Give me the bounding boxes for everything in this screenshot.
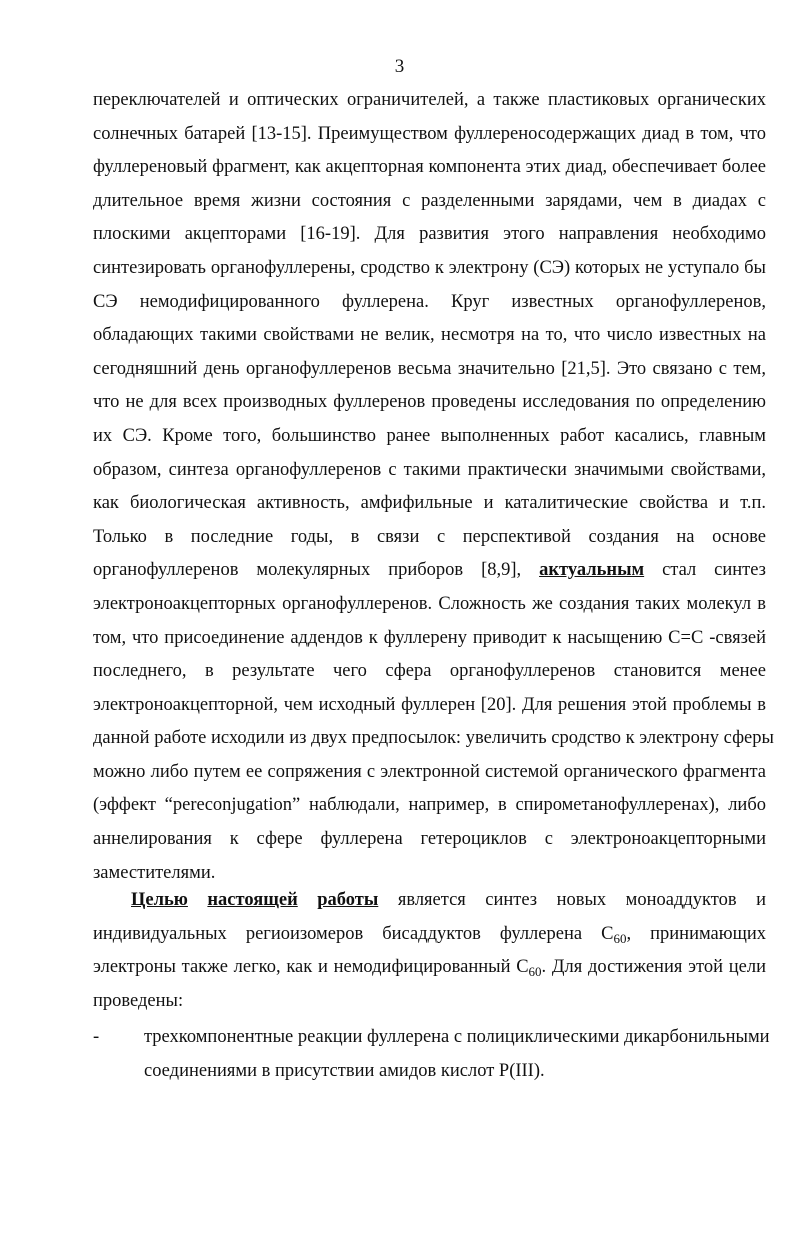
text-fragment: является синтез новых моноаддуктов и <box>397 890 766 910</box>
text-line: фуллереновый фрагмент, как акцепторная компонента этих диад, обеспечивает более <box>93 157 766 178</box>
text-line: как биологическая активность, амфифильные и каталитические свойства и т.п. <box>93 493 766 514</box>
text-line: аннелирования к сфере фуллерена гетероциклов с электроноакцепторными <box>93 829 766 850</box>
text-fragment: электроны также легко, как и немодифицированный С <box>93 957 529 978</box>
text-line: трехкомпонентные реакции фуллерена с полициклическими дикарбонильными <box>144 1027 770 1047</box>
text-fragment: органофуллеренов молекулярных приборов [8,9], <box>93 560 522 581</box>
emphasis-goal: Целью <box>131 890 188 910</box>
text-line: данной работе исходили из двух предпосылок: увеличить сродство к электрону сферы <box>93 728 774 749</box>
text-line <box>93 918 766 952</box>
text-fragment: . Для достижения этой цели <box>541 957 766 978</box>
text-line: длительное время жизни состояния с разделенными зарядами, чем в диадах с <box>93 190 766 211</box>
text-line-emphasis <box>93 554 766 588</box>
text-line: (эффект “pereconjugation” наблюдали, например, в спирометанофуллеренах), либо <box>93 795 766 816</box>
text-line: солнечных батарей [13-15]. Преимуществом фуллереносодержащих диад в том, что <box>93 123 766 144</box>
text-line: можно либо путем ее сопряжения с электронной системой органического фрагмента <box>93 761 766 782</box>
text-fragment: , принимающих <box>626 923 766 944</box>
paragraph-intro <box>93 84 774 890</box>
subscript: 60 <box>528 964 542 980</box>
text-line: синтезировать органофуллерены, сродство к электрону (СЭ) которых не уступало бы <box>93 257 766 278</box>
text-line: СЭ немодифицированного фуллерена. Круг известных органофуллеренов, <box>93 291 766 312</box>
text-line: проведены: <box>93 990 184 1011</box>
text-line-goal <box>93 884 766 918</box>
emphasis-actual: актуальным <box>539 560 645 581</box>
text-line: заместителями. <box>93 862 216 883</box>
text-line: электроноакцепторных органофуллеренов. Сложность же создания таких молекул в <box>93 593 766 614</box>
text-line: обладающих такими свойствами не велик, несмотря на то, что число известных на <box>93 325 766 346</box>
text-line: образом, синтеза органофуллеренов с такими практически значимыми свойствами, <box>93 459 766 480</box>
subscript: 60 <box>613 930 627 946</box>
text-line: электроноакцепторной, чем исходный фуллерен [20]. Для решения этой проблемы в <box>93 694 766 715</box>
bullet-text <box>144 1021 770 1088</box>
text-line: Только в последние годы, в связи с перспективой создания на основе <box>93 526 766 547</box>
page-number: 3 <box>394 56 405 77</box>
paragraph-goal <box>93 884 766 1018</box>
emphasis-work: работы <box>317 890 379 910</box>
text-line <box>93 951 766 985</box>
text-line: том, что присоединение аддендов к фуллерену приводит к насыщению С=С -связей <box>93 627 766 648</box>
text-line: их СЭ. Кроме того, большинство ранее выполненных работ касались, главным <box>93 425 766 446</box>
text-line: последнего, в результате чего сфера органофуллеренов становится менее <box>93 661 766 682</box>
text-fragment: индивидуальных региоизомеров бисаддуктов фуллерена С <box>93 923 614 944</box>
text-line: плоскими акцепторами [16-19]. Для развития этого направления необходимо <box>93 224 766 245</box>
emphasis-present: настоящей <box>207 890 298 910</box>
text-fragment: стал синтез <box>662 560 766 581</box>
bullet-dash: - <box>93 1027 100 1047</box>
text-line: сегодняшний день органофуллеренов весьма значительно [21,5]. Это связано с тем, <box>93 358 766 379</box>
bullet-item <box>93 1021 770 1089</box>
text-line: что не для всех производных фуллеренов проведены исследования по определению <box>93 392 766 413</box>
text-line: переключателей и оптических ограничителей, а также пластиковых органических <box>93 90 766 110</box>
text-line: соединениями в присутствии амидов кислот Р(III). <box>144 1060 545 1081</box>
